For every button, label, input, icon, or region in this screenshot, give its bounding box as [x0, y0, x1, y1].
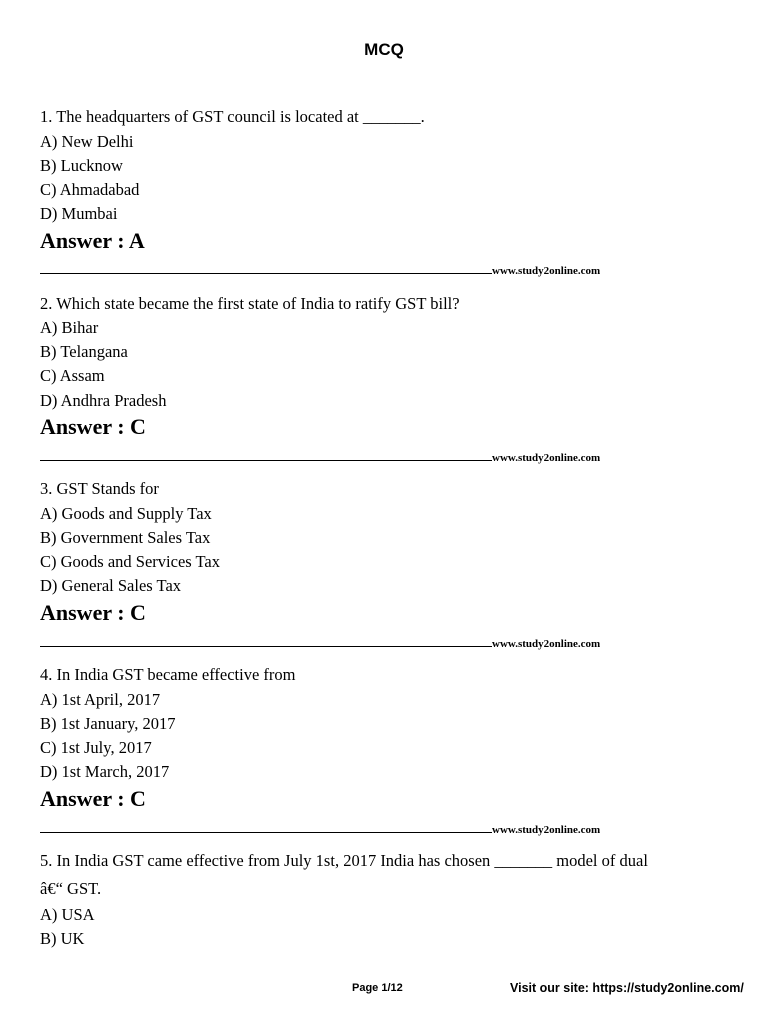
separator-site: www.study2online.com: [492, 638, 601, 650]
question-text: 2. Which state became the first state of India to ratify GST bill?: [40, 294, 460, 313]
option-b: B) UK: [40, 929, 85, 948]
answer-text: Answer : A: [40, 228, 145, 253]
option-c: C) Assam: [40, 366, 105, 385]
separator: [40, 263, 600, 278]
separator-rule: [40, 636, 492, 647]
question-text: 1. The headquarters of GST council is located at _______.: [40, 107, 425, 126]
question-text: 3. GST Stands for: [40, 479, 159, 498]
option-b: B) Government Sales Tax: [40, 528, 211, 547]
separator: [40, 450, 600, 465]
option-a: A) USA: [40, 905, 95, 924]
option-d: D) Andhra Pradesh: [40, 391, 167, 410]
answer-text: Answer : C: [40, 786, 146, 811]
option-d: D) General Sales Tax: [40, 576, 182, 595]
separator: [40, 822, 600, 837]
option-c: C) Goods and Services Tax: [40, 552, 221, 571]
option-b: B) Telangana: [40, 342, 128, 361]
option-a: A) Bihar: [40, 318, 99, 337]
option-d: D) Mumbai: [40, 204, 118, 223]
page-title: MCQ: [364, 40, 404, 59]
option-b: B) Lucknow: [40, 156, 123, 175]
separator-site: www.study2online.com: [492, 265, 601, 277]
question-text-line-1: 5. In India GST came effective from July 1st, 2017 India has chosen _______ model of dual: [40, 851, 648, 870]
separator-site: www.study2online.com: [492, 824, 601, 836]
separator-rule: [40, 450, 492, 461]
page-number: Page 1/12: [352, 982, 403, 994]
separator-site: www.study2online.com: [492, 452, 601, 464]
option-a: A) Goods and Supply Tax: [40, 504, 212, 523]
option-c: C) 1st July, 2017: [40, 738, 152, 757]
question-text-line-2: â€“ GST.: [40, 879, 102, 898]
option-d: D) 1st March, 2017: [40, 762, 170, 781]
separator-rule: [40, 263, 492, 274]
separator-rule: [40, 822, 492, 833]
answer-text: Answer : C: [40, 600, 146, 625]
question-text: 4. In India GST became effective from: [40, 665, 296, 684]
footer-site-link[interactable]: Visit our site: https://study2online.com/: [510, 981, 744, 995]
option-c: C) Ahmadabad: [40, 180, 140, 199]
separator: [40, 636, 600, 651]
option-a: A) New Delhi: [40, 132, 134, 151]
option-a: A) 1st April, 2017: [40, 690, 161, 709]
option-b: B) 1st January, 2017: [40, 714, 176, 733]
answer-text: Answer : C: [40, 414, 146, 439]
